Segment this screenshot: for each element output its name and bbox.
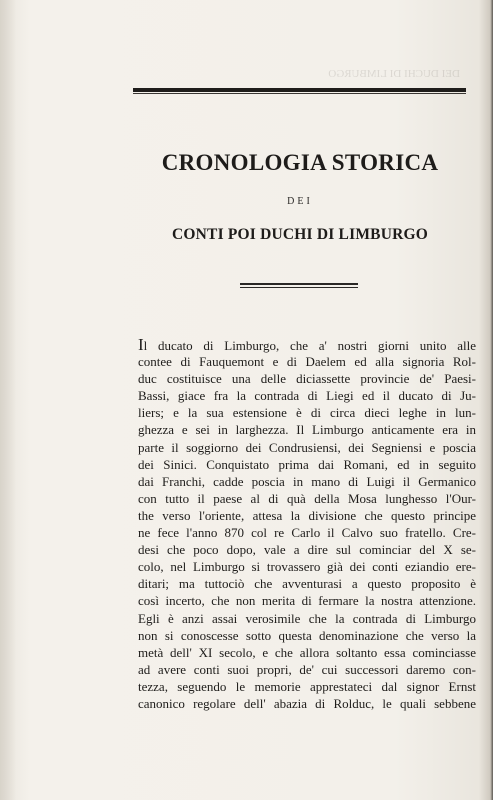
body-line: duc costituisce una delle diciassette provincie de' Paesi- bbox=[138, 371, 476, 387]
body-line: colo, nel Limburgo si trovassero già dei conti eziandio ere- bbox=[138, 559, 476, 575]
body-line: the verso l'oriente, attesa la divisione che questo principe bbox=[138, 507, 476, 523]
body-line: desi che poco dopo, vale a dire sul cominciar del X se- bbox=[138, 542, 476, 558]
page-title: CRONOLOGIA STORICA bbox=[161, 150, 439, 175]
page-subtitle: CONTI POI DUCHI DI LIMBURGO bbox=[171, 226, 428, 243]
body-line: ne fece l'anno 870 col re Carlo il Calvo suo fratello. Cre- bbox=[138, 525, 476, 541]
body-line: canonico regolare dell' abazia di Rolduc, le quali sebbene bbox=[138, 695, 476, 711]
header-rule-thick bbox=[133, 88, 466, 92]
ornament-rule-lower bbox=[240, 287, 358, 288]
bleed-running-head: DEI DUCHI DI LIMBURGO bbox=[328, 68, 460, 80]
page-edge-shadow bbox=[479, 0, 493, 800]
body-paragraph bbox=[138, 336, 476, 712]
body-line: non si conoscesse sotto questa denominazione che verso la bbox=[138, 627, 476, 643]
body-line: con tutto il paese al di quà della Mosa lunghesso l'Our- bbox=[138, 490, 476, 506]
body-line: così incerto, che non merita di fermare la nostra attenzione. bbox=[138, 593, 476, 609]
body-line: parte il soggiorno dei Condrusiensi, dei Segniensi e poscia bbox=[138, 439, 476, 455]
body-line: dai Franchi, cadde poscia in mano di Luigi il Germanico bbox=[138, 473, 476, 489]
ornamental-double-rule bbox=[240, 283, 358, 290]
body-line: contee di Fauquemont e di Daelem ed alla signoria Rol- bbox=[138, 354, 476, 370]
body-line: metà dell' XI secolo, e che allora soltanto essa cominciasse bbox=[138, 644, 476, 660]
binding-shadow bbox=[0, 0, 16, 800]
title-connector: DEI bbox=[287, 196, 313, 207]
ornament-rule-upper bbox=[240, 283, 358, 285]
body-line: dei Sinici. Conquistato prima dai Romani, ed in seguito bbox=[138, 456, 476, 472]
body-line: Bassi, giace fra la contrada di Liegi ed il ducato di Ju- bbox=[138, 388, 476, 404]
header-rule-thin bbox=[133, 93, 466, 94]
body-line: Il ducato di Limburgo, che a' nostri giorni unito alle bbox=[138, 336, 476, 354]
header-double-rule bbox=[133, 88, 466, 95]
body-line: ditari; ma tuttociò che avventurasi a questo proposito è bbox=[138, 576, 476, 592]
body-line: ghezza e sei in larghezza. Il Limburgo anticamente era in bbox=[138, 422, 476, 438]
body-line: tezza, seguendo le memorie apprestateci dal signor Ernst bbox=[138, 678, 476, 694]
body-line: Egli è anzi assai verosimile che la contrada di Limburgo bbox=[138, 610, 476, 626]
body-line: liers; e la sua estensione è di circa dieci leghe in lun- bbox=[138, 405, 476, 421]
body-line: ad avere conti suoi propri, de' cui successori daremo con- bbox=[138, 661, 476, 677]
